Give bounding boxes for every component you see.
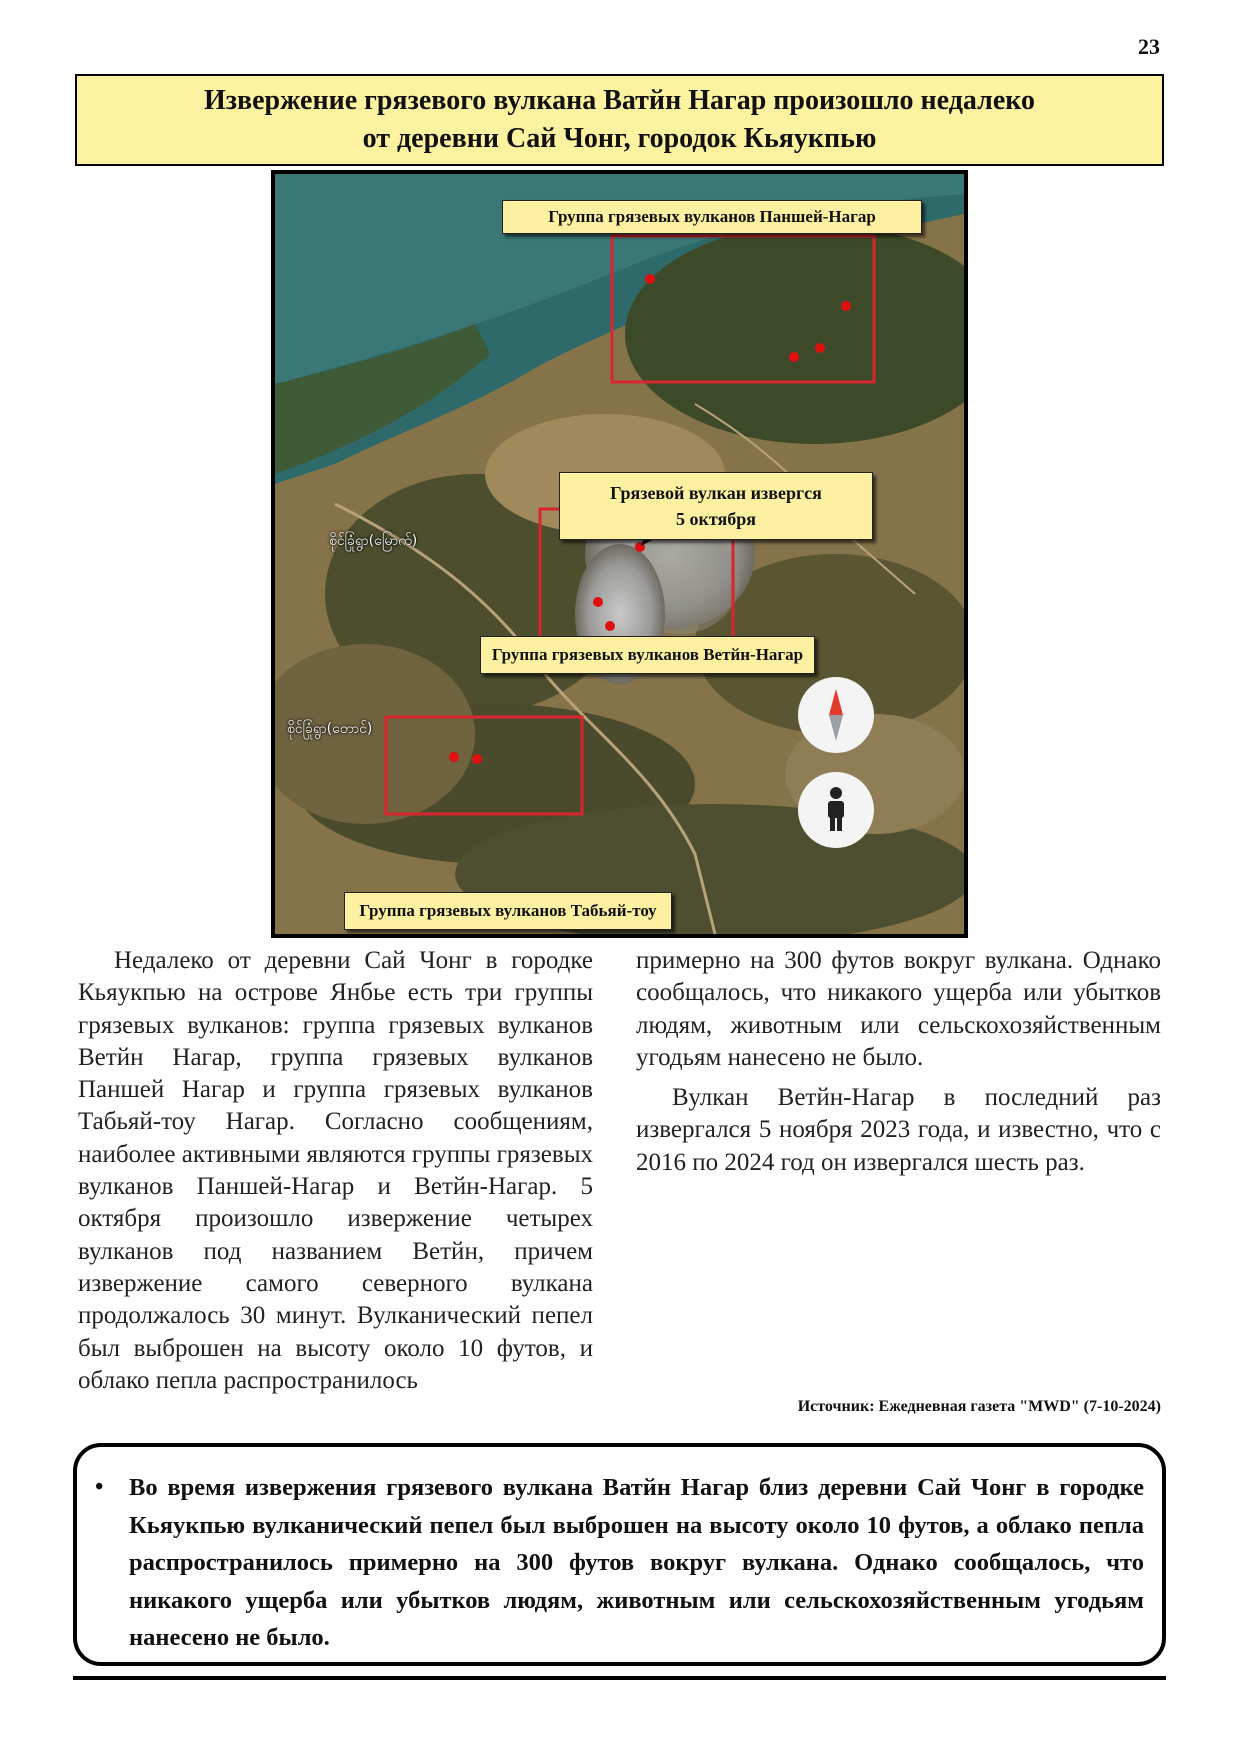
title-line-1: Извержение грязевого вулкана Ватйн Нагар произошло недалеко bbox=[203, 85, 1036, 116]
label-erupted-line-2: 5 октября bbox=[676, 509, 756, 529]
summary-box bbox=[73, 1443, 1166, 1666]
label-erupted-volcano bbox=[559, 472, 873, 540]
body-right-paragraph-1: примерно на 300 футов вокруг вулкана. Однако сообщалось, что никакого ущерба или убытков людям, животным или сельскохозяйственным угодьям нанесено не было. bbox=[636, 947, 1161, 1071]
label-tabyay-group: Группа грязевых вулканов Табьяй-тоу bbox=[344, 892, 672, 930]
label-erupted-line-1: Грязевой вулкан извергся bbox=[610, 483, 822, 503]
satellite-image bbox=[275, 174, 964, 934]
satellite-map bbox=[271, 170, 968, 938]
summary-text: Во время извержения грязевого вулкана Ватйн Нагар близ деревни Сай Чонг в городке Кьяукпью вулканический пепел был выброшен на высоту около 10 футов, а облако пепла распространилось примерно на 300 футов вокруг вулкана. Однако сообщалось, что никакого ущерба или убытков людям, животным или сельскохозяйственным угодьям нанесено не было. bbox=[129, 1474, 1144, 1651]
source-note: Источник: Ежедневная газета "MWD" (7-10-2024) bbox=[797, 1398, 1161, 1415]
bullet-icon: • bbox=[95, 1474, 104, 1500]
body-right-column bbox=[636, 945, 1161, 1179]
place-label-south: စိုင်ခြုံရွာ(တောင်) bbox=[287, 721, 373, 737]
page-title bbox=[75, 74, 1164, 166]
place-label-north: စိုင်ခြုံရွာ(မြောက်) bbox=[329, 533, 418, 549]
title-line-2: от деревни Сай Чонг, городок Кьяукпью bbox=[362, 123, 877, 154]
label-panshey-group: Группа грязевых вулканов Паншей-Нагар bbox=[502, 200, 922, 234]
page-number: 23 bbox=[1138, 34, 1160, 59]
body-right-paragraph-2: Вулкан Ветйн-Нагар в последний раз извергался 5 ноября 2023 года, и известно, что с 2016 по 2024 год он извергался шесть раз. bbox=[636, 1084, 1161, 1176]
body-left-column bbox=[78, 945, 593, 1397]
label-vetin-group: Группа грязевых вулканов Ветйн-Нагар bbox=[480, 636, 815, 674]
bottom-divider bbox=[73, 1676, 1166, 1680]
body-left-paragraph: Недалеко от деревни Сай Чонг в городке Кьяукпью на острове Янбье есть три группы грязевых вулканов: группа грязевых вулканов Ветйн Нагар, группа грязевых вулканов Паншей Нагар и группа грязевых вулканов Табьяй-тоу Нагар. Согласно сообщениям, наиболее активными являются группы грязевых вулканов Паншей-Нагар и Ветйн-Нагар. 5 октября произошло извержение четырех вулканов под названием Ветйн, причем извержение самого северного вулкана продолжалось 30 минут. Вулканический пепел был выброшен на высоту около 10 футов, и облако пепла распространилось bbox=[78, 947, 593, 1394]
